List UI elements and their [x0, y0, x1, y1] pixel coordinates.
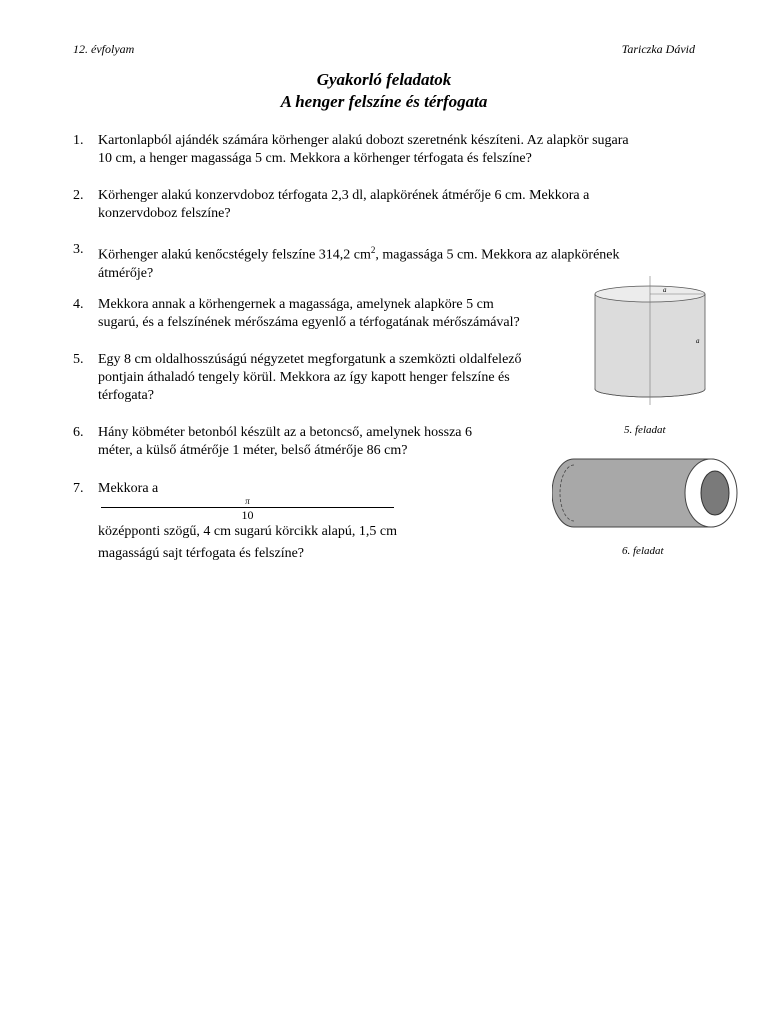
header-author: Tariczka Dávid — [621, 42, 695, 56]
fraction — [101, 496, 394, 521]
page-subtitle: A henger felszíne és térfogata — [280, 92, 488, 111]
problem-number: 4. — [73, 297, 84, 312]
label-radius: a — [663, 286, 667, 294]
fraction-denominator: 10 — [241, 508, 254, 522]
superscript: 2 — [370, 245, 376, 255]
problem-text-line: Körhenger alakú konzervdoboz térfogata 2,3 dl, alapkörének átmérője 6 cm. Mekkora a — [98, 188, 590, 203]
problem-number: 1. — [73, 133, 84, 148]
problem-text-line: Egy 8 cm oldalhosszúságú négyzetet megforgatunk a szemközti oldalfelező — [98, 352, 522, 367]
pipe-figure — [552, 456, 742, 532]
fraction-numerator: π — [101, 496, 394, 508]
problem-text-part: középponti szögű, 4 cm sugarú körcikk alapú, 1,5 cm — [98, 524, 397, 539]
problem-text-line: konzervdoboz felszíne? — [98, 206, 231, 221]
cylinder-figure — [585, 272, 715, 412]
problem-text-line: Hány köbméter betonból készült az a betoncső, amelynek hossza 6 — [98, 425, 472, 440]
problem-text-line — [98, 241, 620, 265]
problem-text-line: átmérője? — [98, 265, 154, 281]
problem-text-line: Kartonlapból ajándék számára körhenger alakú dobozt szeretnénk készíteni. Az alapkör sugara — [98, 133, 629, 148]
problem-text-line: magasságú sajt térfogata és felszíne? — [98, 546, 305, 561]
problem-number: 7. — [73, 481, 84, 496]
problem-text-part: Körhenger alakú kenőcstégely felszíne 314,2 cm — [98, 247, 371, 263]
problem-text-line: sugarú, és a felszínének mérőszáma egyenlő a térfogatának mérőszámával? — [98, 315, 520, 330]
problem-text-line: 10 cm, a henger magassága 5 cm. Mekkora a körhenger térfogata és felszíne? — [98, 151, 532, 166]
page-title: Gyakorló feladatok — [316, 70, 452, 89]
problem-number: 2. — [73, 188, 84, 203]
problem-text-line — [98, 480, 397, 541]
label-height: a — [696, 337, 700, 345]
problem-number: 5. — [73, 352, 84, 367]
figure-6-caption: 6. feladat — [622, 545, 664, 557]
problem-text-line: méter, a külső átmérője 1 méter, belső átmérője 86 cm? — [98, 443, 408, 458]
problem-text-part: Mekkora a — [98, 481, 159, 496]
problem-text-part: , magassága 5 cm. Mekkora az alapkörének — [375, 247, 620, 263]
header-grade: 12. évfolyam — [73, 42, 135, 56]
figure-5-caption: 5. feladat — [624, 424, 666, 436]
problem-text-line: térfogata? — [98, 388, 154, 403]
problem-text-line: Mekkora annak a körhengernek a magassága, amelynek alapköre 5 cm — [98, 297, 494, 312]
problem-number: 6. — [73, 425, 84, 440]
problem-number: 3. — [73, 242, 84, 257]
problem-text-line: pontjain áthaladó tengely körül. Mekkora az így kapott henger felszíne és — [98, 370, 510, 385]
